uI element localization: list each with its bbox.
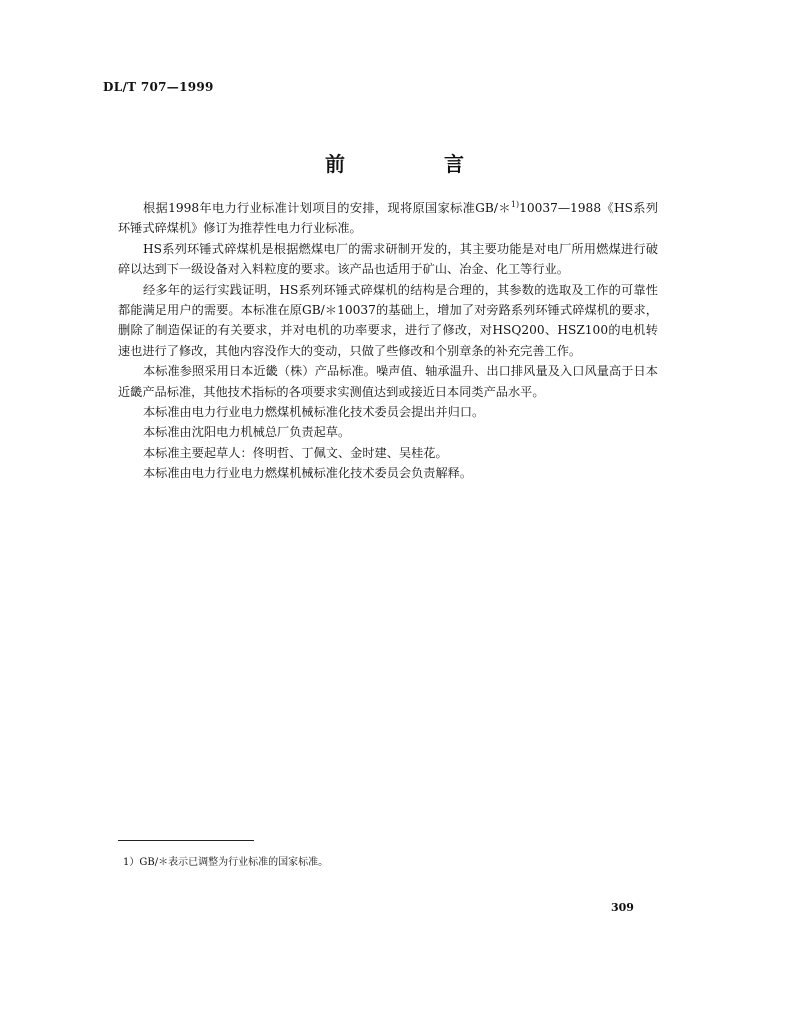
paragraph-interpretation: 本标准由电力行业电力燃煤机械标准化技术委员会负责解释。 bbox=[143, 466, 473, 481]
paragraph-drafting-unit: 本标准由沈阳电力机械总厂负责起草。 bbox=[143, 425, 351, 440]
standard-number: DL/T 707—1999 bbox=[103, 80, 214, 94]
paragraph-text: 10037—1988《HS系列环锤式碎煤机》修订为推荐性电力行业标准。 bbox=[118, 201, 658, 236]
paragraph-purpose: HS系列环锤式碎煤机是根据燃煤电厂的需求研制开发的，其主要功能是对电厂所用燃煤进行破碎以达到下一级设备对入料粒度的要求。该产品也适用于矿山、冶金、化工等行业。 bbox=[118, 241, 658, 277]
paragraph-plan bbox=[118, 198, 658, 239]
body-text bbox=[118, 198, 658, 484]
paragraph-drafters: 本标准主要起草人：佟明哲、丁佩文、金时建、吴桂花。 bbox=[143, 445, 448, 460]
footnote: 1）GB/＊表示已调整为行业标准的国家标准。 bbox=[123, 857, 329, 868]
paragraph-revision: 经多年的运行实践证明，HS系列环锤式碎煤机的结构是合理的，其参数的选取及工作的可靠性都能满足用户的需要。本标准在原GB/＊10037的基础上，增加了对旁路系列环锤式碎煤机的要求，删除了制造保证的有关要求，并对电机的功率要求，进行了修改，对HSQ200、HSZ100的电机转速也进行了修改，其他内容没作大的变动，只做了些修改和个别章条的补充完善工作。 bbox=[118, 282, 658, 358]
page-title: 前 言 bbox=[325, 152, 510, 176]
paragraph-text: 根据1998年电力行业标准计划项目的安排，现将原国家标准GB/＊ bbox=[143, 201, 511, 215]
footnote-divider bbox=[118, 840, 254, 841]
footnote-reference: 1) bbox=[510, 199, 520, 209]
paragraph-proposer: 本标准由电力行业电力燃煤机械标准化技术委员会提出并归口。 bbox=[143, 405, 485, 420]
page-number: 309 bbox=[611, 901, 634, 914]
paragraph-reference-standard: 本标准参照采用日本近畿（株）产品标准。噪声值、轴承温升、出口排风量及入口风量高于日本近畿产品标准，其他技术指标的各项要求实测值达到或接近日本同类产品水平。 bbox=[118, 364, 658, 399]
